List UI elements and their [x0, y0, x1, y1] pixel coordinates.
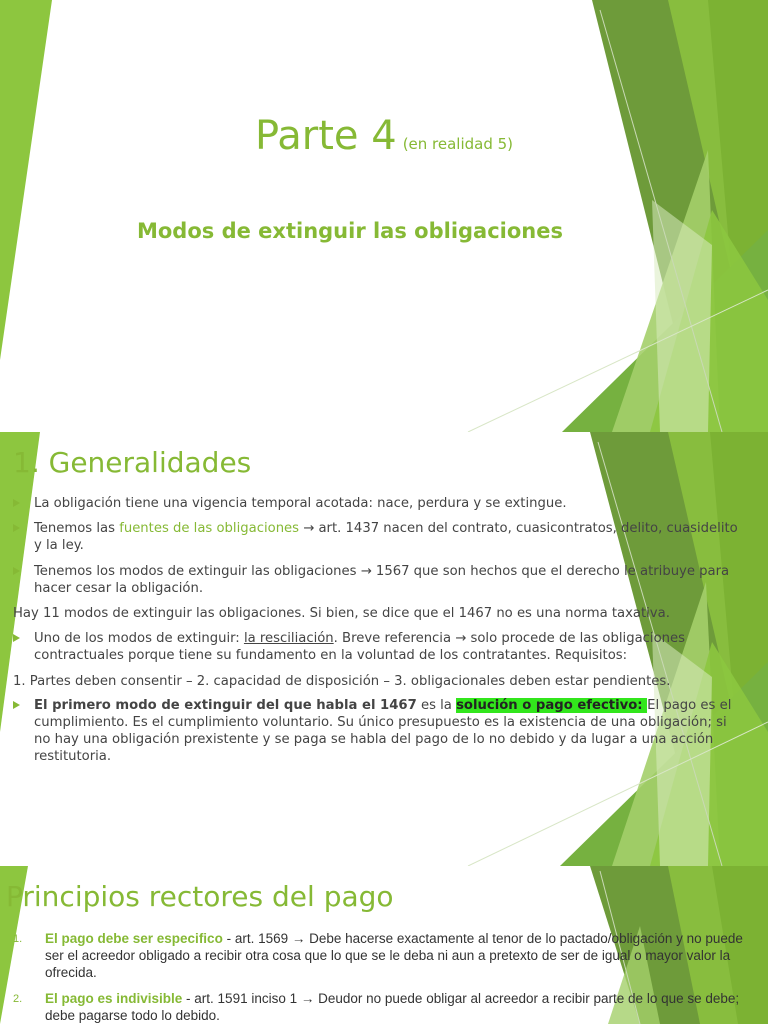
bullet-item — [13, 630, 743, 664]
bullet-arrow-icon — [13, 524, 20, 532]
title-text: Parte 4 — [254, 113, 397, 159]
section-heading: 1. Generalidades — [13, 446, 252, 479]
slide-decoration — [0, 0, 768, 432]
bullet-text: El pago es el cumplimiento. Es el cumplimiento voluntario. Su único presupuesto es la existencia de una obligación; si no hay una obligación prexistente y se paga se habla del pago de lo no debido y da lugar a una acción restitutoria. — [34, 698, 732, 764]
item-bold-text: El pago es indivisible — [45, 991, 183, 1006]
section-heading: Principios rectores del pago — [6, 880, 394, 913]
numbered-item — [13, 930, 748, 981]
bullet-text: Uno de los modos de extinguir: — [34, 631, 244, 646]
title-note: (en realidad 5) — [402, 135, 514, 153]
bullet-arrow-icon — [13, 567, 20, 575]
bullet-bold-text: El primero modo de extinguir del que habla el 1467 — [34, 698, 417, 713]
bullet-text: Tenemos las — [34, 521, 120, 536]
item-number: 1. — [13, 933, 23, 945]
slide-title-heading — [0, 112, 768, 160]
fuentes-link: fuentes de las obligaciones — [119, 521, 300, 536]
item-bold-text: El pago debe ser especifico — [45, 931, 223, 946]
slide-principios — [0, 866, 768, 1024]
slide-generalidades — [0, 432, 768, 866]
bullet-arrow-icon — [13, 701, 20, 709]
bullet-arrow-icon — [13, 499, 20, 507]
bullet-arrow-icon — [13, 634, 20, 642]
paragraph: 1. Partes deben consentir – 2. capacidad de disposición – 3. obligacionales deben estar pendientes. — [13, 674, 671, 689]
paragraph: Hay 11 modos de extinguir las obligaciones. Si bien, se dice que el 1467 no es una norma taxativa. — [13, 606, 670, 621]
highlighted-term: solución o pago efectivo: — [456, 698, 648, 713]
bullet-item — [13, 495, 743, 512]
bullet-text: . Breve referencia → solo procede de las obligaciones contractuales porque tiene su fundamento en la voluntad de los contratantes. Requisitos: — [34, 631, 685, 663]
bullet-item — [13, 563, 743, 597]
bullet-item — [13, 697, 743, 765]
slide-subtitle: Modos de extinguir las obligaciones — [136, 219, 563, 243]
bullet-text: Tenemos los modos de extinguir las obligaciones → 1567 que son hechos que el derecho le atribuye para hacer cesar la obligación. — [34, 564, 730, 596]
item-number: 2. — [13, 993, 23, 1005]
numbered-item — [13, 990, 748, 1024]
bullet-text: → art. 1437 nacen del contrato, cuasicontratos, delito, cuasidelito y la ley. — [34, 521, 738, 553]
bullet-text: La obligación tiene una vigencia temporal acotada: nace, perdura y se extingue. — [34, 496, 567, 511]
slide-title — [0, 0, 768, 432]
bullet-text: es la — [416, 698, 457, 713]
item-text: - art. 1569 → Debe hacerse exactamente al tenor de lo pactado/obligación y no puede ser el acreedor obligado a recibir otra cosa que lo que se le deba ni aun a pretexto de ser de igual o mayor valor la ofrecida. — [45, 931, 743, 980]
resciliacion-term: la resciliación — [243, 631, 334, 646]
bullet-item — [13, 520, 743, 554]
item-text: - art. 1591 inciso 1 → Deudor no puede obligar al acreedor a recibir parte de lo que se debe; debe pagarse todo lo debido. — [45, 991, 740, 1023]
